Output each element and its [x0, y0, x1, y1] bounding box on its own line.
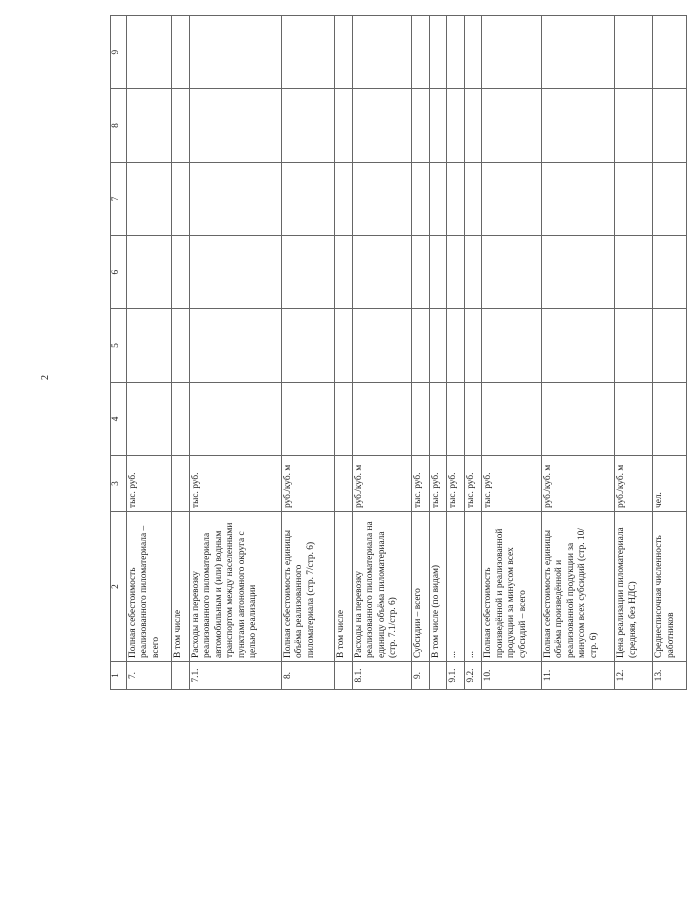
value-cell	[126, 89, 171, 162]
row-unit-cell: чел.	[653, 456, 687, 512]
table-row	[172, 16, 190, 690]
value-cell	[126, 236, 171, 309]
value-cell	[447, 16, 465, 89]
value-cell	[615, 309, 653, 382]
value-cell	[482, 16, 541, 89]
table-row	[352, 16, 411, 690]
value-cell	[464, 162, 482, 235]
row-name-cell: Полная себестоимость реализованного пиломатериала – всего	[126, 512, 171, 662]
row-unit-cell: руб./куб. м	[541, 456, 615, 512]
row-number-cell: 9.	[411, 662, 429, 690]
table-row	[653, 16, 687, 690]
value-cell	[615, 382, 653, 455]
table-row	[411, 16, 429, 690]
value-cell	[447, 382, 465, 455]
value-cell	[653, 382, 687, 455]
row-name-cell: В том числе	[172, 512, 190, 662]
value-cell	[482, 382, 541, 455]
value-cell	[429, 309, 447, 382]
value-cell	[335, 309, 353, 382]
row-number-cell: 9.1.	[447, 662, 465, 690]
rotated-table-wrapper	[110, 15, 687, 690]
row-number-cell: 12.	[615, 662, 653, 690]
value-cell	[335, 382, 353, 455]
value-cell	[429, 16, 447, 89]
value-cell	[653, 162, 687, 235]
value-cell	[189, 309, 281, 382]
table-row	[126, 16, 171, 690]
table-row	[429, 16, 447, 690]
value-cell	[411, 236, 429, 309]
value-cell	[464, 236, 482, 309]
table-row	[464, 16, 482, 690]
value-cell	[411, 16, 429, 89]
value-cell	[335, 236, 353, 309]
value-cell	[281, 309, 334, 382]
row-unit-cell: тыс. руб.	[429, 456, 447, 512]
value-cell	[352, 16, 411, 89]
value-cell	[335, 16, 353, 89]
value-cell	[335, 89, 353, 162]
row-number-cell: 11.	[541, 662, 615, 690]
row-name-cell: ...	[447, 512, 465, 662]
value-cell	[541, 382, 615, 455]
row-unit-cell: тыс. руб.	[482, 456, 541, 512]
value-cell	[447, 89, 465, 162]
row-number-cell	[172, 662, 190, 690]
value-cell	[429, 89, 447, 162]
row-unit-cell	[335, 456, 353, 512]
row-unit-cell: руб./куб. м	[615, 456, 653, 512]
value-cell	[126, 16, 171, 89]
value-cell	[464, 16, 482, 89]
header-cell: 2	[111, 512, 127, 662]
value-cell	[411, 309, 429, 382]
value-cell	[281, 89, 334, 162]
value-cell	[189, 382, 281, 455]
value-cell	[464, 382, 482, 455]
value-cell	[447, 162, 465, 235]
value-cell	[653, 309, 687, 382]
value-cell	[429, 382, 447, 455]
row-number-cell: 9.2.	[464, 662, 482, 690]
value-cell	[615, 236, 653, 309]
value-cell	[653, 16, 687, 89]
value-cell	[352, 236, 411, 309]
row-unit-cell: руб./куб. м	[352, 456, 411, 512]
value-cell	[541, 89, 615, 162]
table-row	[482, 16, 541, 690]
value-cell	[541, 16, 615, 89]
value-cell	[615, 89, 653, 162]
row-name-cell: Полная себестоимость единицы объёма реализованного пиломатериала (стр. 7/стр. 6)	[281, 512, 334, 662]
row-name-cell: Среднесписочная численность работников	[653, 512, 687, 662]
value-cell	[411, 382, 429, 455]
value-cell	[653, 89, 687, 162]
value-cell	[464, 309, 482, 382]
value-cell	[653, 236, 687, 309]
header-cell: 3	[111, 456, 127, 512]
value-cell	[335, 162, 353, 235]
row-number-cell: 8.	[281, 662, 334, 690]
row-unit-cell: тыс. руб.	[126, 456, 171, 512]
row-unit-cell	[172, 456, 190, 512]
row-name-cell: В том числе (по видам)	[429, 512, 447, 662]
value-cell	[172, 382, 190, 455]
value-cell	[541, 236, 615, 309]
row-name-cell: Полная себестоимость произведённой и реализованной продукции за минусом всех субсидий – всего	[482, 512, 541, 662]
value-cell	[126, 162, 171, 235]
row-name-cell: В том числе	[335, 512, 353, 662]
value-cell	[429, 236, 447, 309]
value-cell	[189, 162, 281, 235]
cost-table	[110, 15, 687, 690]
row-unit-cell: руб./куб. м	[281, 456, 334, 512]
value-cell	[615, 162, 653, 235]
value-cell	[172, 162, 190, 235]
value-cell	[447, 236, 465, 309]
row-number-cell	[429, 662, 447, 690]
row-number-cell: 8.1.	[352, 662, 411, 690]
value-cell	[172, 16, 190, 89]
row-name-cell: Полная себестоимость единицы объёма произведённой и реализованной продукции за минусом всех субсидий (стр. 10/стр. 6)	[541, 512, 615, 662]
row-name-cell: ...	[464, 512, 482, 662]
value-cell	[189, 16, 281, 89]
value-cell	[615, 16, 653, 89]
value-cell	[482, 162, 541, 235]
table-row	[335, 16, 353, 690]
value-cell	[281, 236, 334, 309]
row-number-cell: 10.	[482, 662, 541, 690]
table-row	[541, 16, 615, 690]
table-row	[447, 16, 465, 690]
header-cell: 9	[111, 16, 127, 89]
table-row	[189, 16, 281, 690]
value-cell	[126, 309, 171, 382]
value-cell	[482, 236, 541, 309]
row-name-cell: Цена реализации пиломатериала (средняя, без НДС)	[615, 512, 653, 662]
row-name-cell: Субсидии – всего	[411, 512, 429, 662]
header-cell: 6	[111, 236, 127, 309]
table-row	[615, 16, 653, 690]
value-cell	[482, 309, 541, 382]
header-cell: 4	[111, 382, 127, 455]
row-unit-cell: тыс. руб.	[464, 456, 482, 512]
value-cell	[172, 236, 190, 309]
value-cell	[189, 89, 281, 162]
value-cell	[172, 309, 190, 382]
header-cell: 1	[111, 662, 127, 690]
row-number-cell: 7.1.	[189, 662, 281, 690]
row-unit-cell: тыс. руб.	[447, 456, 465, 512]
page-number: 2	[40, 375, 51, 380]
row-number-cell: 7.	[126, 662, 171, 690]
value-cell	[482, 89, 541, 162]
value-cell	[126, 382, 171, 455]
value-cell	[352, 382, 411, 455]
value-cell	[464, 89, 482, 162]
value-cell	[447, 309, 465, 382]
row-name-cell: Расходы на перевозку реализованного пиломатериала на единицу объёма пиломатериала (стр. 7.1/стр. 6)	[352, 512, 411, 662]
row-number-cell: 13.	[653, 662, 687, 690]
header-cell: 7	[111, 162, 127, 235]
value-cell	[429, 162, 447, 235]
table-header-row	[111, 16, 127, 690]
value-cell	[172, 89, 190, 162]
row-name-cell: Расходы на перевозку реализованного пиломатериала автомобильным и (или) водным транспортом между населенными пунктами автономного округа с целью реализации	[189, 512, 281, 662]
row-unit-cell: тыс. руб.	[189, 456, 281, 512]
value-cell	[189, 236, 281, 309]
value-cell	[411, 162, 429, 235]
value-cell	[281, 162, 334, 235]
value-cell	[352, 89, 411, 162]
value-cell	[352, 162, 411, 235]
row-number-cell	[335, 662, 353, 690]
value-cell	[352, 309, 411, 382]
header-cell: 8	[111, 89, 127, 162]
value-cell	[541, 309, 615, 382]
row-unit-cell: тыс. руб.	[411, 456, 429, 512]
header-cell: 5	[111, 309, 127, 382]
value-cell	[541, 162, 615, 235]
table-row	[281, 16, 334, 690]
value-cell	[281, 16, 334, 89]
value-cell	[411, 89, 429, 162]
value-cell	[281, 382, 334, 455]
